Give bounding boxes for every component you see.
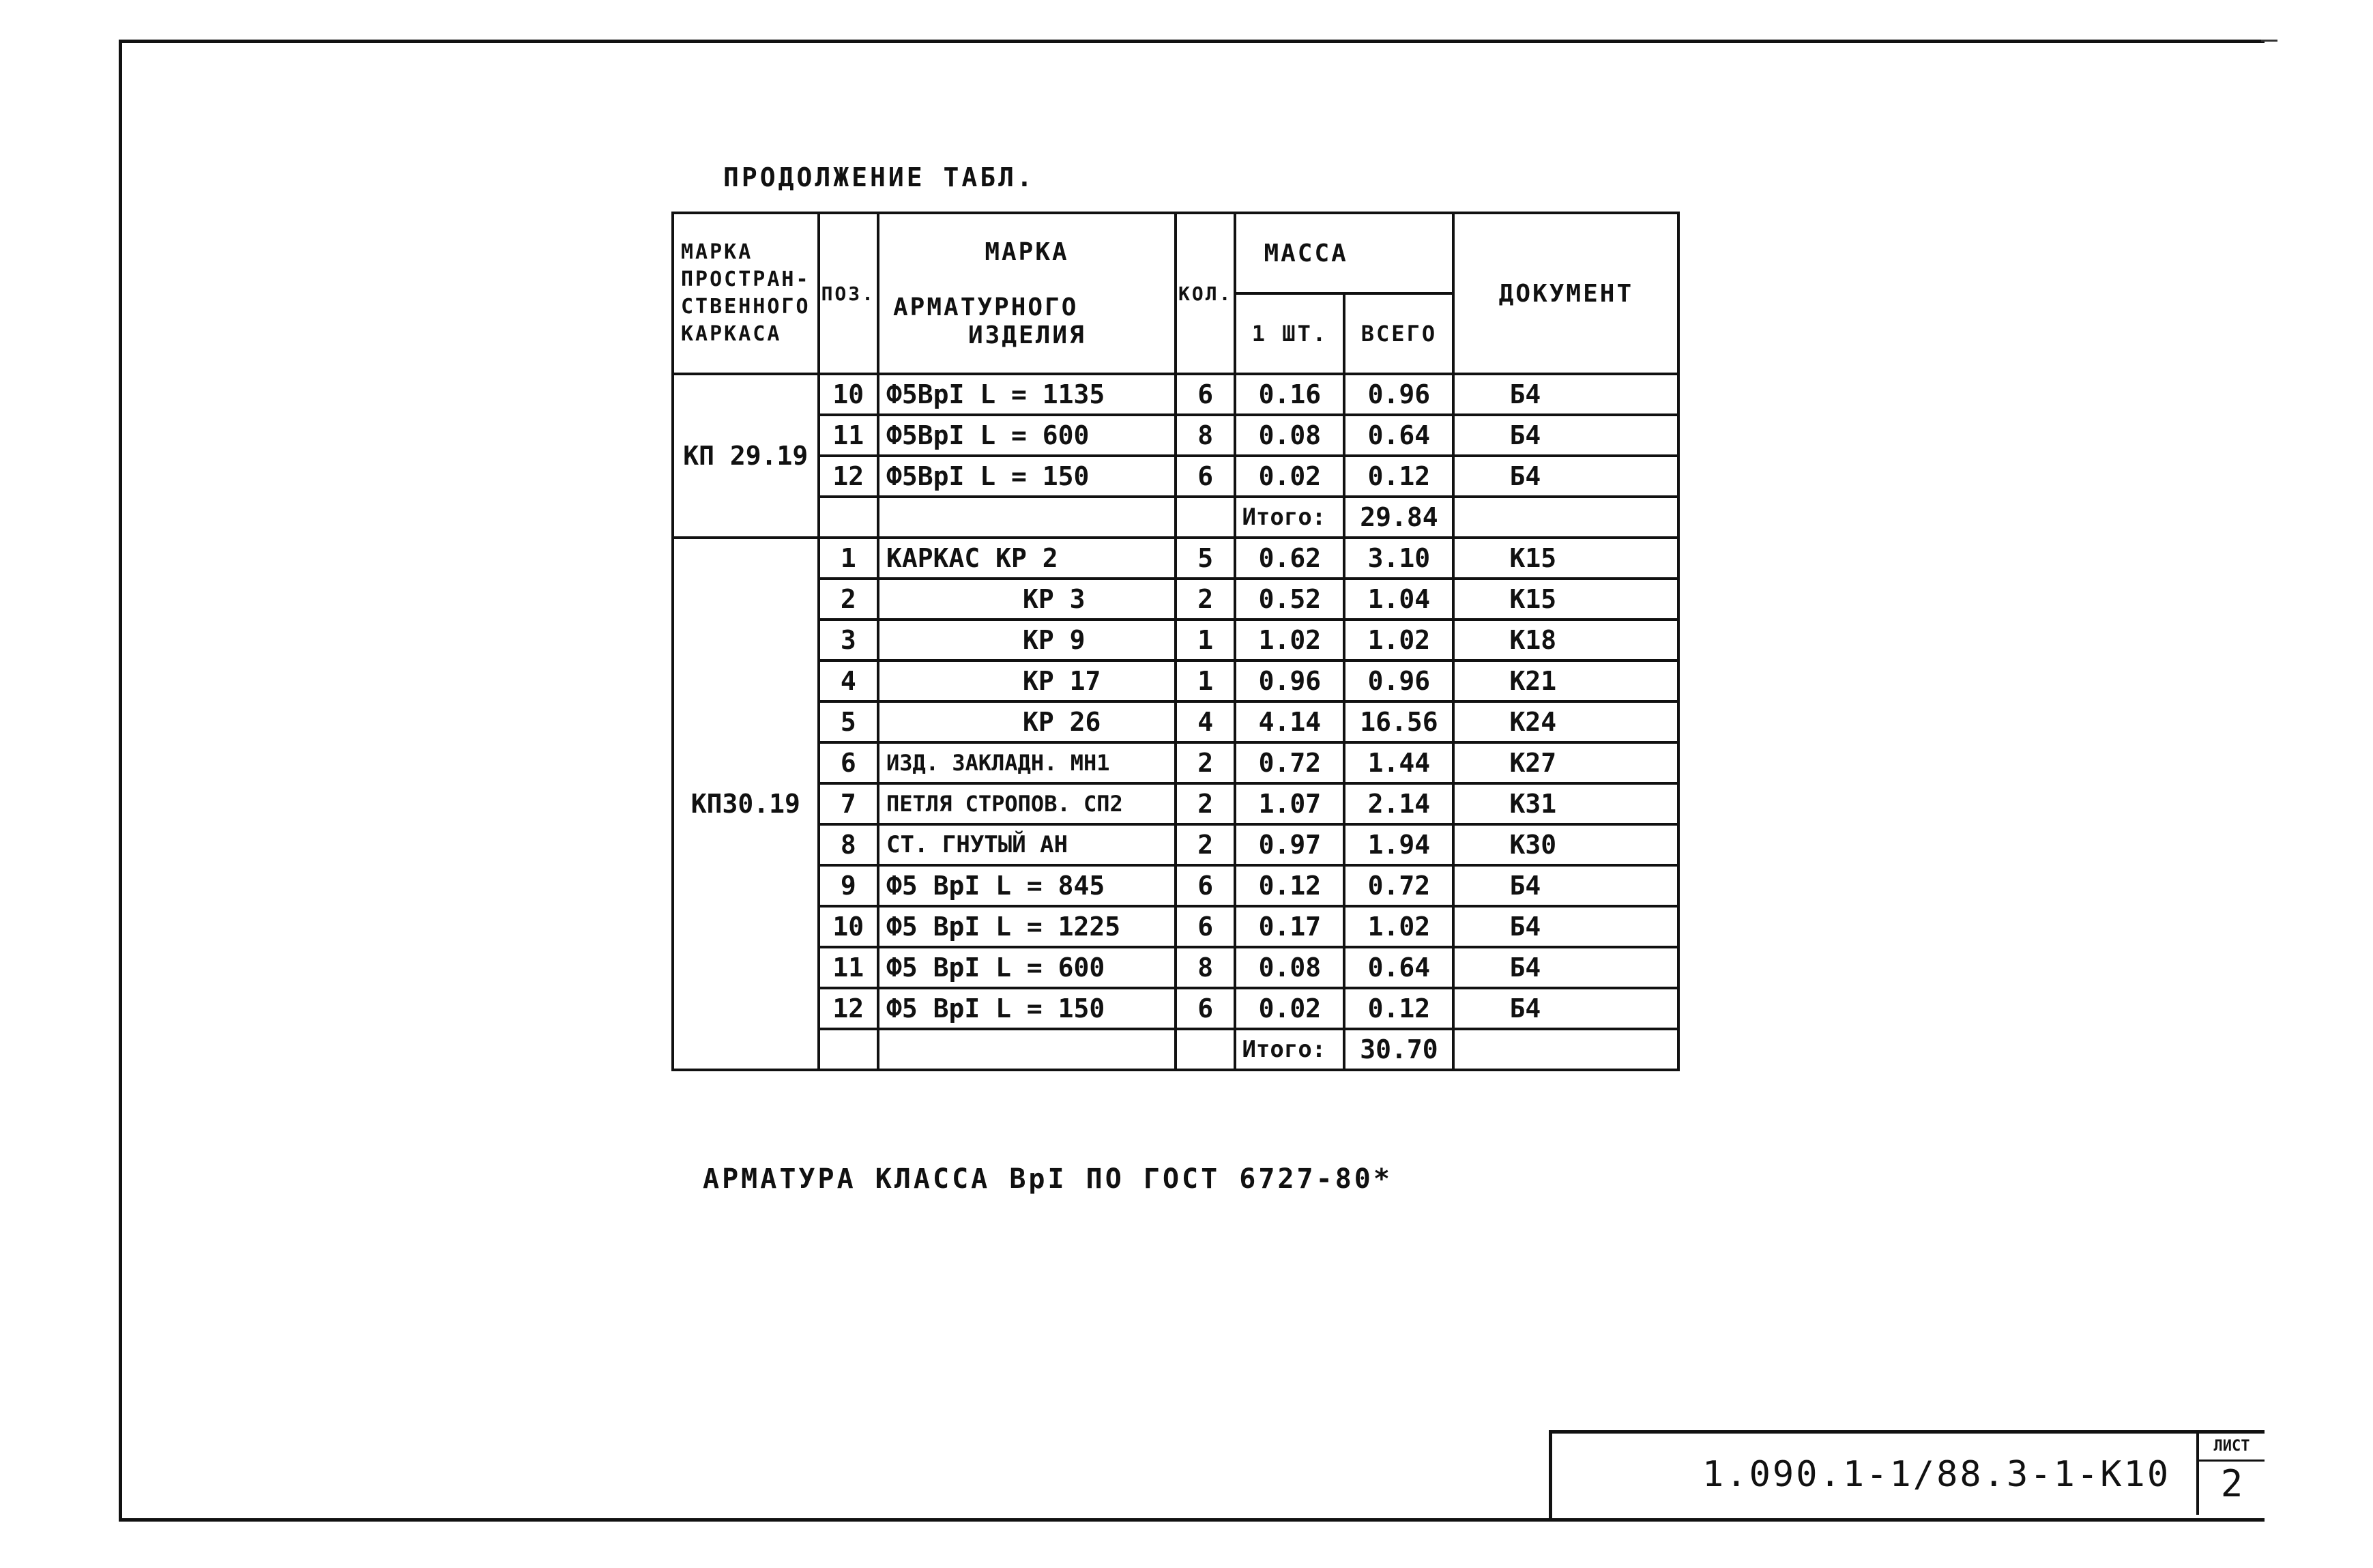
pos-cell: 10 (819, 374, 878, 415)
header-frame-mark (673, 213, 819, 374)
table-row (673, 579, 1678, 620)
unit-mass-cell: 0.62 (1235, 538, 1344, 579)
qty-cell: 6 (1176, 865, 1235, 906)
document-cell: К31 (1453, 783, 1678, 824)
unit-mass-cell: 4.14 (1235, 701, 1344, 742)
item-cell: ПЕТЛЯ СТРОПОВ. СП2 (878, 783, 1176, 824)
total-mass-cell: 0.12 (1344, 456, 1453, 497)
item-cell: КР 9 (878, 620, 1176, 660)
table-row (673, 742, 1678, 783)
pos-cell: 9 (819, 865, 878, 906)
table-row (673, 701, 1678, 742)
qty-cell: 6 (1176, 456, 1235, 497)
total-mass-cell: 1.02 (1344, 620, 1453, 660)
unit-mass-cell: 0.97 (1235, 824, 1344, 865)
header-frame-mark-line: СТВЕННОГО (681, 295, 811, 319)
empty-cell (1453, 1029, 1678, 1070)
table-row (673, 947, 1678, 988)
pos-cell: 2 (819, 579, 878, 620)
item-cell: Ф5 ВрI L = 600 (878, 947, 1176, 988)
qty-cell: 1 (1176, 660, 1235, 701)
table-row (673, 456, 1678, 497)
header-mass-total: ВСЕГО (1344, 293, 1453, 374)
pos-cell: 7 (819, 783, 878, 824)
total-row (673, 497, 1678, 538)
unit-mass-cell: 0.08 (1235, 415, 1344, 456)
item-cell: Ф5 ВрI L = 845 (878, 865, 1176, 906)
unit-mass-cell: 0.02 (1235, 456, 1344, 497)
unit-mass-cell: 1.07 (1235, 783, 1344, 824)
pos-cell: 1 (819, 538, 878, 579)
title-block (1549, 1430, 2265, 1518)
document-cell: К24 (1453, 701, 1678, 742)
document-cell: Б4 (1453, 456, 1678, 497)
empty-cell (819, 497, 878, 538)
document-cell: Б4 (1453, 415, 1678, 456)
header-pos: ПОЗ. (819, 213, 878, 374)
pos-cell: 12 (819, 456, 878, 497)
empty-cell (1176, 497, 1235, 538)
item-cell: СТ. ГНУТЫЙ АН (878, 824, 1176, 865)
item-cell: Ф5 ВрI L = 150 (878, 988, 1176, 1029)
total-mass-cell: 0.96 (1344, 374, 1453, 415)
empty-cell (878, 497, 1176, 538)
unit-mass-cell: 0.16 (1235, 374, 1344, 415)
header-frame-mark-line: МАРКА (681, 240, 753, 264)
qty-cell: 5 (1176, 538, 1235, 579)
document-code: 1.090.1-1/88.3-1-К10 (1702, 1454, 2171, 1495)
frame-extension (2261, 40, 2277, 42)
item-cell: Ф5 ВрI L = 1225 (878, 906, 1176, 947)
total-mass-cell: 0.72 (1344, 865, 1453, 906)
empty-cell (878, 1029, 1176, 1070)
table-row (673, 988, 1678, 1029)
header-frame-mark-line: КАРКАСА (681, 322, 782, 346)
total-value-cell: 29.84 (1344, 497, 1453, 538)
total-mass-cell: 1.02 (1344, 906, 1453, 947)
qty-cell: 6 (1176, 988, 1235, 1029)
total-mass-cell: 1.44 (1344, 742, 1453, 783)
document-cell: К27 (1453, 742, 1678, 783)
pos-cell: 8 (819, 824, 878, 865)
table-row (673, 865, 1678, 906)
item-cell: Ф5ВрI L = 1135 (878, 374, 1176, 415)
total-mass-cell: 0.64 (1344, 415, 1453, 456)
empty-cell (819, 1029, 878, 1070)
document-cell: Б4 (1453, 988, 1678, 1029)
document-cell: Б4 (1453, 865, 1678, 906)
header-qty: КОЛ. (1176, 213, 1235, 374)
item-cell: КР 17 (878, 660, 1176, 701)
sheet-label: ЛИСТ (2199, 1434, 2265, 1462)
header-item-line: МАРКА (985, 237, 1069, 266)
total-mass-cell: 0.96 (1344, 660, 1453, 701)
unit-mass-cell: 0.08 (1235, 947, 1344, 988)
pos-cell: 5 (819, 701, 878, 742)
pos-cell: 4 (819, 660, 878, 701)
header-mass: МАССА (1235, 213, 1453, 293)
document-cell: К15 (1453, 538, 1678, 579)
qty-cell: 2 (1176, 742, 1235, 783)
table-row (673, 824, 1678, 865)
document-cell: Б4 (1453, 374, 1678, 415)
qty-cell: 2 (1176, 579, 1235, 620)
header-frame-mark-line: ПРОСТРАН- (681, 267, 811, 291)
document-cell: К21 (1453, 660, 1678, 701)
header-mass-unit: 1 ШТ. (1235, 293, 1344, 374)
document-cell: К18 (1453, 620, 1678, 660)
total-mass-cell: 0.12 (1344, 988, 1453, 1029)
unit-mass-cell: 0.52 (1235, 579, 1344, 620)
qty-cell: 1 (1176, 620, 1235, 660)
unit-mass-cell: 0.72 (1235, 742, 1344, 783)
item-cell: КР 3 (878, 579, 1176, 620)
qty-cell: 6 (1176, 906, 1235, 947)
qty-cell: 4 (1176, 701, 1235, 742)
total-mass-cell: 1.94 (1344, 824, 1453, 865)
sheet-number: 2 (2220, 1462, 2243, 1505)
header-item-line: ИЗДЕЛИЯ (968, 321, 1086, 349)
pos-cell: 3 (819, 620, 878, 660)
table-row (673, 538, 1678, 579)
pos-cell: 10 (819, 906, 878, 947)
item-cell: Ф5ВрI L = 150 (878, 456, 1176, 497)
qty-cell: 8 (1176, 415, 1235, 456)
total-mass-cell: 1.04 (1344, 579, 1453, 620)
total-label-cell: Итого: (1235, 1029, 1344, 1070)
qty-cell: 2 (1176, 824, 1235, 865)
qty-cell: 8 (1176, 947, 1235, 988)
qty-cell: 6 (1176, 374, 1235, 415)
total-mass-cell: 0.64 (1344, 947, 1453, 988)
item-cell: КАРКАС КР 2 (878, 538, 1176, 579)
pos-cell: 6 (819, 742, 878, 783)
pos-cell: 11 (819, 947, 878, 988)
total-mass-cell: 3.10 (1344, 538, 1453, 579)
table-caption: ПРОДОЛЖЕНИЕ ТАБЛ. (723, 162, 1035, 192)
reinforcement-note: АРМАТУРА КЛАССА ВрI ПО ГОСТ 6727-80* (703, 1163, 1393, 1195)
unit-mass-cell: 0.96 (1235, 660, 1344, 701)
item-cell: ИЗД. ЗАКЛАДН. МН1 (878, 742, 1176, 783)
unit-mass-cell: 0.17 (1235, 906, 1344, 947)
total-mass-cell: 16.56 (1344, 701, 1453, 742)
frame-mark-cell: КП30.19 (673, 538, 819, 1070)
total-value-cell: 30.70 (1344, 1029, 1453, 1070)
qty-cell: 2 (1176, 783, 1235, 824)
specification-table (671, 212, 1680, 1071)
table-row (673, 906, 1678, 947)
total-mass-cell: 2.14 (1344, 783, 1453, 824)
pos-cell: 11 (819, 415, 878, 456)
table-row (673, 374, 1678, 415)
table-row (673, 620, 1678, 660)
document-cell: К15 (1453, 579, 1678, 620)
total-label-cell: Итого: (1235, 497, 1344, 538)
empty-cell (1176, 1029, 1235, 1070)
table-row (673, 660, 1678, 701)
document-cell: Б4 (1453, 947, 1678, 988)
document-cell: Б4 (1453, 906, 1678, 947)
item-cell: КР 26 (878, 701, 1176, 742)
unit-mass-cell: 0.12 (1235, 865, 1344, 906)
unit-mass-cell: 0.02 (1235, 988, 1344, 1029)
header-item (878, 213, 1176, 374)
header-row-1 (673, 213, 1678, 293)
item-cell: Ф5ВрI L = 600 (878, 415, 1176, 456)
table-row (673, 415, 1678, 456)
empty-cell (1453, 497, 1678, 538)
sheet-box (2196, 1434, 2265, 1515)
frame-mark-cell: КП 29.19 (673, 374, 819, 538)
table-row (673, 783, 1678, 824)
header-document: ДОКУМЕНТ (1453, 213, 1678, 374)
document-cell: К30 (1453, 824, 1678, 865)
total-row (673, 1029, 1678, 1070)
unit-mass-cell: 1.02 (1235, 620, 1344, 660)
pos-cell: 12 (819, 988, 878, 1029)
header-item-line: АРМАТУРНОГО (893, 293, 1079, 321)
